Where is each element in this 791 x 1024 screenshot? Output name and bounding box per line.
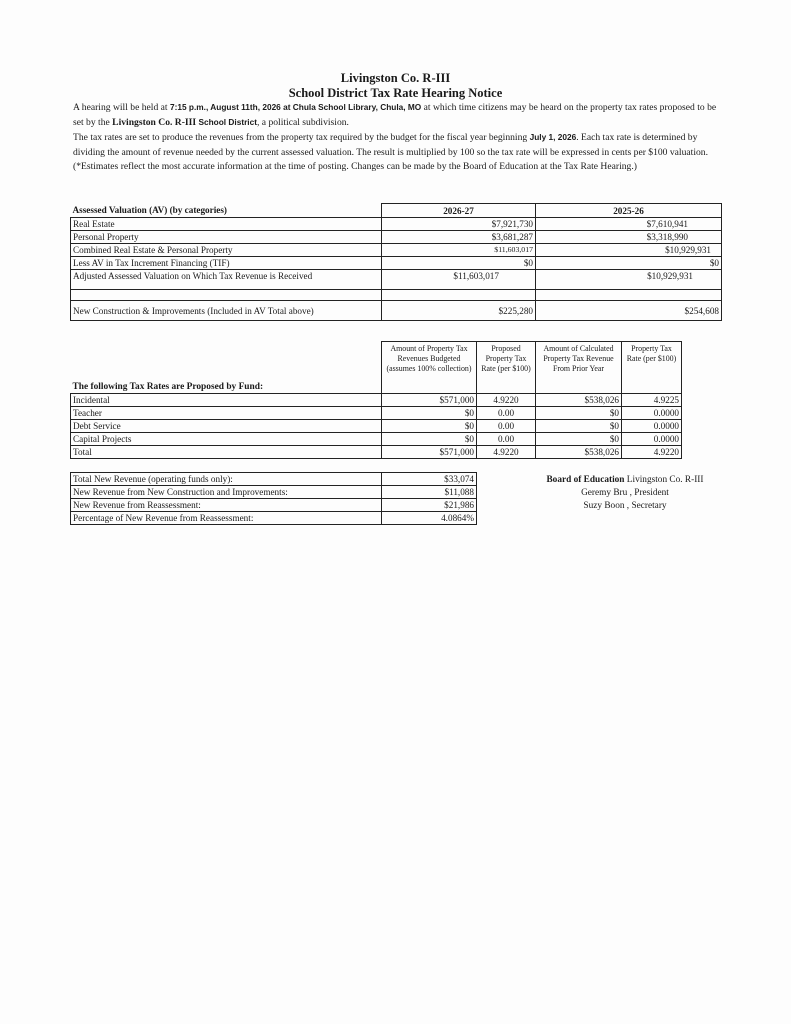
av-row-value-2026-27: $0 <box>382 257 536 270</box>
district-title: Livingston Co. R-III <box>340 71 451 85</box>
new-revenue-table <box>70 472 477 525</box>
table-row <box>71 486 477 499</box>
fund-budgeted: $571,000 <box>382 445 477 458</box>
table-row <box>71 231 722 244</box>
fund-name: Total <box>71 445 382 458</box>
intro-text-segment: The tax rates are set to produce the revenues from the property tax required by the budget for the fiscal year beginning <box>73 132 530 144</box>
board-heading <box>520 474 730 487</box>
fund-name: Debt Service <box>71 419 382 432</box>
table-row <box>71 270 722 290</box>
av-row-value-2026-27 <box>382 270 536 290</box>
district-name-suffix: School District <box>196 117 257 128</box>
revenue-value: $11,088 <box>382 486 477 499</box>
rates-header-label: The following Tax Rates are Proposed by Fund: <box>72 381 264 392</box>
av-header-2026-27: 2026-27 <box>382 204 536 218</box>
av-row-value-2026-27: $11,603,017 <box>382 244 536 257</box>
intro-text-segment: at which time citizens may be heard on the property tax rates proposed to be set by the <box>73 102 717 129</box>
intro-text-segment: , a political subdivision. <box>257 117 349 129</box>
fund-budgeted: $0 <box>382 432 477 445</box>
revenue-value: 4.0864% <box>382 512 477 525</box>
fund-proposed-rate: 0.00 <box>477 419 536 432</box>
table-row <box>71 218 722 231</box>
intro-text <box>73 100 723 174</box>
revenue-value: $33,074 <box>382 473 477 486</box>
av-header-label: Assessed Valuation (AV) (by categories) <box>71 204 382 218</box>
board-of-education-block <box>520 474 730 513</box>
av-row-value-2025-26 <box>536 231 722 244</box>
district-name: Livingston Co. R-III <box>112 117 197 129</box>
spacer-cell <box>71 290 382 301</box>
fund-prior-revenue: $0 <box>536 419 622 432</box>
av-row-value-2025-26: $0 <box>536 257 722 270</box>
table-row <box>71 244 722 257</box>
av-row-value-2025-26 <box>536 218 722 231</box>
fund-name: Teacher <box>71 406 382 419</box>
table-row <box>71 301 722 321</box>
av-value-text: $7,610,941 <box>646 219 688 229</box>
fund-budgeted: $0 <box>382 419 477 432</box>
table-row-spacer <box>71 290 722 301</box>
fund-budgeted: $0 <box>382 406 477 419</box>
table-row <box>71 432 682 445</box>
av-row-label: Less AV in Tax Increment Financing (TIF) <box>71 257 382 270</box>
fund-prior-revenue: $538,026 <box>536 445 622 458</box>
spacer-cell <box>382 290 536 301</box>
fund-prior-rate: 0.0000 <box>622 432 682 445</box>
board-secretary: Suzy Boon , Secretary <box>583 501 667 511</box>
intro-text-segment: . Each tax rate is determined by dividing the amount of revenue needed by the current assessed valuation. The result is multiplied by 100 so the tax rate will be expressed in cents per $100 valuation. (*Estimates reflect the most accurate information at the time of posting. Changes can be made by the Board of Education at the Tax Rate Hearing.) <box>73 132 708 172</box>
intro-paragraph-1 <box>73 100 723 130</box>
spacer-cell <box>536 290 722 301</box>
av-value-text: $10,929,931 <box>647 271 693 281</box>
av-value-text: $3,318,990 <box>646 232 688 242</box>
fund-prior-rate: 4.9220 <box>622 445 682 458</box>
rates-header-budgeted: Amount of Property Tax Revenues Budgeted (assumes 100% collection) <box>382 342 477 394</box>
table-row <box>71 393 682 406</box>
board-heading-bold: Board of Education <box>546 475 625 485</box>
rates-header-proposed-rate: Proposed Property Tax Rate (per $100) <box>477 342 536 394</box>
fund-prior-rate: 4.9225 <box>622 393 682 406</box>
revenue-label: New Revenue from New Construction and Improvements: <box>71 486 382 499</box>
fund-prior-rate: 0.0000 <box>622 419 682 432</box>
fund-prior-revenue: $538,026 <box>536 393 622 406</box>
av-row-label: Real Estate <box>71 218 382 231</box>
fund-prior-revenue: $0 <box>536 406 622 419</box>
table-row <box>71 445 682 458</box>
revenue-label: Percentage of New Revenue from Reassessment: <box>71 512 382 525</box>
fund-name: Capital Projects <box>71 432 382 445</box>
table-row <box>71 257 722 270</box>
fund-proposed-rate: 4.9220 <box>477 445 536 458</box>
av-row-value-2026-27: $3,681,287 <box>382 231 536 244</box>
av-row-value-2025-26 <box>536 270 722 290</box>
fund-budgeted: $571,000 <box>382 393 477 406</box>
fund-prior-revenue: $0 <box>536 432 622 445</box>
fund-name: Incidental <box>71 393 382 406</box>
fiscal-year-date: July 1, 2026 <box>529 132 577 143</box>
rates-header-prior-rate: Property Tax Rate (per $100) <box>622 342 682 394</box>
assessed-valuation-table <box>70 203 722 321</box>
tax-rates-table <box>70 341 682 459</box>
av-new-construction-2025-26: $254,608 <box>536 301 722 321</box>
fund-prior-rate: 0.0000 <box>622 406 682 419</box>
table-row <box>71 419 682 432</box>
fund-proposed-rate: 0.00 <box>477 432 536 445</box>
table-row <box>71 406 682 419</box>
intro-text-segment: A hearing will be held at <box>73 102 170 113</box>
av-row-label: Adjusted Assessed Valuation on Which Tax Revenue is Received <box>71 270 382 290</box>
revenue-label: New Revenue from Reassessment: <box>71 499 382 512</box>
board-president: Geremy Bru , President <box>581 488 669 498</box>
hearing-time-location: 7:15 p.m., August 11th, 2026 at Chula School Library, Chula, MO <box>169 102 422 112</box>
av-row-label: Personal Property <box>71 231 382 244</box>
av-new-construction-2026-27: $225,280 <box>382 301 536 321</box>
av-row-value-2025-26 <box>536 244 722 257</box>
fund-proposed-rate: 0.00 <box>477 406 536 419</box>
table-row <box>71 473 477 486</box>
board-heading-district: Livingston Co. R-III <box>624 475 704 485</box>
av-new-construction-label: New Construction & Improvements (Included in AV Total above) <box>71 301 382 321</box>
revenue-value: $21,986 <box>382 499 477 512</box>
intro-paragraph-2 <box>73 130 723 174</box>
av-row-value-2026-27: $7,921,730 <box>382 218 536 231</box>
notice-title: School District Tax Rate Hearing Notice <box>288 86 503 100</box>
av-value-text: $11,603,017 <box>453 271 499 281</box>
revenue-label: Total New Revenue (operating funds only): <box>71 473 382 486</box>
av-row-label: Combined Real Estate & Personal Property <box>71 244 382 257</box>
av-header-2025-26: 2025-26 <box>536 204 722 218</box>
table-row <box>71 499 477 512</box>
av-value-text: $10,929,931 <box>665 245 711 255</box>
table-row <box>71 512 477 525</box>
fund-proposed-rate: 4.9220 <box>477 393 536 406</box>
rates-header-prior-revenue: Amount of Calculated Property Tax Revenue From Prior Year <box>536 342 622 394</box>
